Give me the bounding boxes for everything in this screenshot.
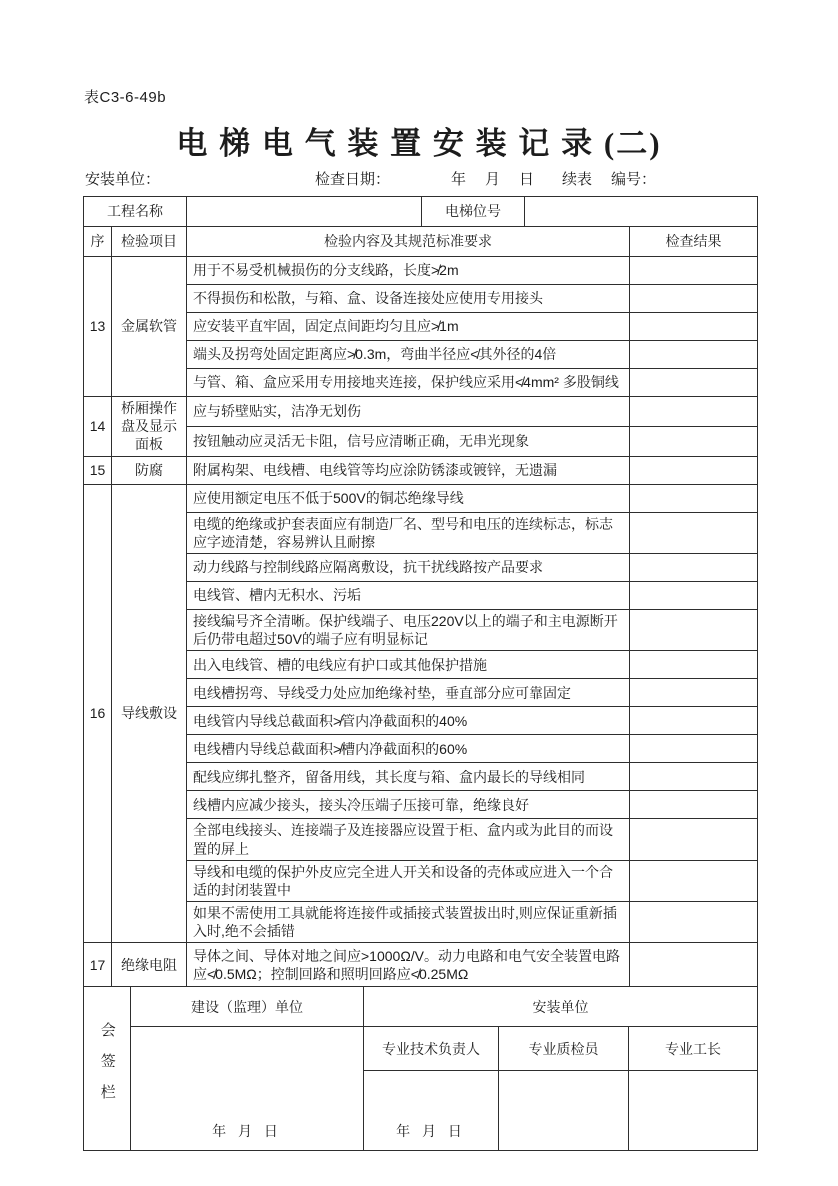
section-seq: 16 [84,484,112,943]
tech-leader-signature-cell[interactable]: 年 月 日 [364,1071,499,1151]
result-cell[interactable] [630,257,758,285]
result-cell[interactable] [630,943,758,987]
header-content: 检验内容及其规范标准要求 [187,227,630,257]
requirement-text: 电线槽拐弯、导线受力处应加绝缘衬垫，垂直部分应可靠固定 [187,679,630,707]
requirement-text: 导线和电缆的保护外皮应完全进人开关和设备的壳体或应进入一个合适的封闭装置中 [187,860,630,901]
role-quality-inspector: 专业质检员 [499,1027,629,1071]
requirement-text: 应与轿壁贴实，洁净无划伤 [187,397,630,427]
result-cell[interactable] [630,791,758,819]
requirement-text: 应安装平直牢固，固定点间距均匀且应≯1m [187,313,630,341]
header-result: 检查结果 [630,227,758,257]
serial-label: 编号： [611,171,657,188]
table-row [84,397,758,427]
result-cell[interactable] [630,609,758,650]
elevator-no-label: 电梯位号 [422,197,525,227]
requirement-text: 用于不易受机械损伤的分支线路，长度≯2m [187,257,630,285]
result-cell[interactable] [630,902,758,943]
inspection-table [83,226,758,987]
construction-unit-header: 建设（监理）单位 [131,987,364,1027]
requirement-text: 电线管、槽内无积水、污垢 [187,581,630,609]
table-row [84,257,758,285]
table-row [84,484,758,512]
result-cell[interactable] [630,581,758,609]
header-item: 检验项目 [112,227,187,257]
requirement-text: 全部电线接头、连接端子及连接器应设置于柜、盒内或为此目的而设置的屏上 [187,819,630,860]
requirement-text: 导体之间、导体对地之间应>1000Ω/V。动力电路和电气安全装置电路应≮0.5MΩ；控制回路和照明回路应≮0.25MΩ [187,943,630,987]
requirement-text: 如果不需使用工具就能将连接件或插接式装置拔出时,则应保证重新插入时,绝不会插错 [187,902,630,943]
result-cell[interactable] [630,735,758,763]
quality-inspector-signature-cell[interactable] [499,1071,629,1151]
continuation-label: 续表 [562,171,593,188]
signoff-label-cell [84,987,131,1151]
check-date-label: 检查日期： [315,171,391,188]
project-name-value[interactable] [187,197,422,227]
result-cell[interactable] [630,819,758,860]
result-cell[interactable] [630,651,758,679]
role-foreman: 专业工长 [629,1027,758,1071]
result-cell[interactable] [630,763,758,791]
install-unit-header: 安装单位 [364,987,758,1027]
result-cell[interactable] [630,860,758,901]
signoff-table [83,986,758,1151]
result-cell[interactable] [630,512,758,553]
requirement-text: 不得损伤和松散，与箱、盒、设备连接处应使用专用接头 [187,285,630,313]
role-tech-leader: 专业技术负责人 [364,1027,499,1071]
requirement-text: 线槽内应减少接头，接头冷压端子压接可靠，绝缘良好 [187,791,630,819]
requirement-text: 按钮触动应灵活无卡阻，信号应清晰正确，无串光现象 [187,426,630,456]
section-seq: 14 [84,397,112,457]
form-code: 表C3-6-49b [84,89,167,106]
requirement-text: 附属构架、电线槽、电线管等均应涂防锈漆或镀锌，无遗漏 [187,456,630,484]
date-placeholder: 年 月 日 [451,171,537,188]
result-cell[interactable] [630,341,758,369]
table-row [84,456,758,484]
section-seq: 13 [84,257,112,397]
requirement-text: 应使用额定电压不低于500V的铜芯绝缘导线 [187,484,630,512]
result-cell[interactable] [630,553,758,581]
construction-unit-signature-cell[interactable]: 年 月 日 [131,1027,364,1151]
install-unit-label: 安装单位： [85,171,161,188]
section-item: 金属软管 [112,257,187,397]
result-cell[interactable] [630,369,758,397]
requirement-text: 电线槽内导线总截面积≯槽内净截面积的60% [187,735,630,763]
project-header-table [83,196,758,227]
requirement-text: 与管、箱、盒应采用专用接地夹连接，保护线应采用≮4mm² 多股铜线 [187,369,630,397]
section-seq: 15 [84,456,112,484]
result-cell[interactable] [630,484,758,512]
result-cell[interactable] [630,313,758,341]
requirement-text: 端头及拐弯处固定距离应≯0.3m，弯曲半径应≮其外径的4倍 [187,341,630,369]
signoff-label: 会签栏 [98,1022,116,1116]
section-item: 绝缘电阻 [112,943,187,987]
result-cell[interactable] [630,285,758,313]
requirement-text: 动力线路与控制线路应隔离敷设，抗干扰线路按产品要求 [187,553,630,581]
requirement-text: 接线编号齐全清晰。保护线端子、电压220V以上的端子和主电源断开后仍带电超过50V的端子应有明显标记 [187,609,630,650]
table-row [84,943,758,987]
section-seq: 17 [84,943,112,987]
requirement-text: 出入电线管、槽的电线应有护口或其他保护措施 [187,651,630,679]
info-line [83,168,757,190]
section-item: 桥厢操作盘及显示面板 [112,397,187,457]
result-cell[interactable] [630,456,758,484]
page-title: 电 梯 电 气 装 置 安 装 记 录 (二) [176,126,662,161]
requirement-text: 电线管内导线总截面积≯管内净截面积的40% [187,707,630,735]
project-name-label: 工程名称 [84,197,187,227]
result-cell[interactable] [630,707,758,735]
elevator-no-value[interactable] [525,197,758,227]
requirement-text: 配线应绑扎整齐，留备用线，其长度与箱、盒内最长的导线相同 [187,763,630,791]
requirement-text: 电缆的绝缘或护套表面应有制造厂名、型号和电压的连续标志，标志应字迹清楚，容易辨认且耐擦 [187,512,630,553]
header-seq: 序 [84,227,112,257]
result-cell[interactable] [630,679,758,707]
result-cell[interactable] [630,426,758,456]
section-item: 防腐 [112,456,187,484]
result-cell[interactable] [630,397,758,427]
foreman-signature-cell[interactable] [629,1071,758,1151]
section-item: 导线敷设 [112,484,187,943]
